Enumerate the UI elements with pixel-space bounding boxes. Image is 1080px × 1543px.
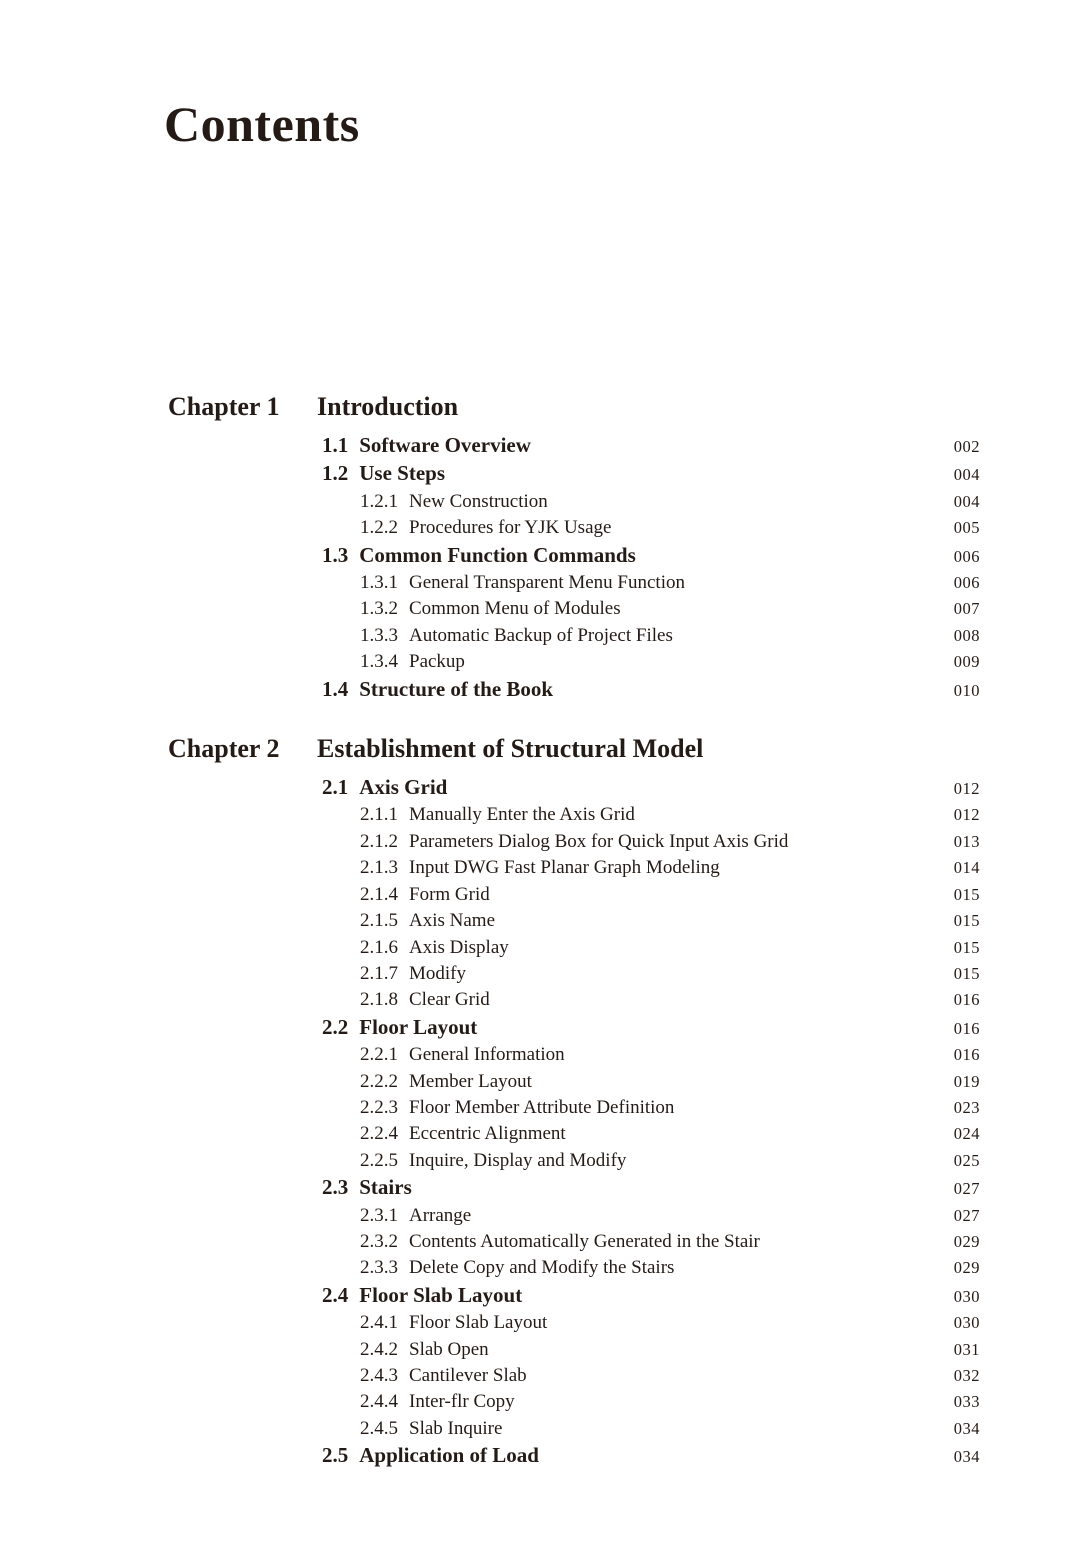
entry-number: 1.3.1	[360, 572, 398, 594]
chapter-entries	[165, 774, 980, 1471]
toc-entry	[165, 882, 980, 908]
entry-number: 2.2.4	[360, 1123, 398, 1145]
toc-entry	[165, 774, 980, 802]
entry-page: 010	[953, 680, 980, 700]
entry-title: Application of Load	[359, 1443, 539, 1468]
toc-entry	[165, 829, 980, 855]
entry-title: Software Overview	[359, 433, 531, 457]
entry-number: 1.3.2	[360, 598, 398, 620]
entry-title: Floor Member Attribute Definition	[409, 1096, 675, 1118]
entry-page: 006	[953, 546, 980, 566]
entry-page: 008	[953, 625, 980, 645]
toc-entry	[165, 961, 980, 987]
entry-page: 007	[953, 599, 980, 619]
chapter-title: Establishment of Structural Model	[317, 734, 704, 764]
entry-number: 2.4.3	[360, 1365, 398, 1386]
entry-page: 004	[953, 491, 980, 511]
entry-title: Modify	[409, 962, 466, 984]
toc-entry	[165, 676, 980, 704]
toc-entry	[165, 1229, 980, 1255]
entry-number: 2.3	[322, 1175, 349, 1200]
entry-title: Slab Inquire	[409, 1417, 503, 1439]
entry-title: Procedures for YJK Usage	[409, 517, 612, 539]
entry-page: 012	[953, 779, 980, 799]
toc-entry	[165, 489, 980, 515]
toc-entry	[165, 542, 980, 570]
entry-title: Floor Slab Layout	[409, 1312, 548, 1334]
page-title: Contents	[164, 96, 360, 152]
entry-number: 2.1.6	[360, 936, 398, 958]
toc-entry	[165, 1363, 980, 1389]
toc-entry	[165, 1069, 980, 1095]
toc-entry	[165, 935, 980, 961]
toc-entry	[165, 1282, 980, 1310]
toc-entry	[165, 649, 980, 675]
entry-page: 033	[953, 1392, 980, 1412]
entry-number: 1.4	[322, 676, 349, 701]
entry-title: Floor Slab Layout	[359, 1282, 523, 1307]
entry-title: Cantilever Slab	[409, 1365, 527, 1386]
toc-entry	[165, 1416, 980, 1442]
entry-page: 015	[953, 963, 980, 983]
entry-title: Inquire, Display and Modify	[409, 1149, 627, 1171]
entry-title: General Transparent Menu Function	[409, 572, 685, 594]
entry-number: 2.2.5	[360, 1149, 398, 1171]
toc-entry	[165, 1174, 980, 1202]
entry-title: Axis Display	[409, 936, 509, 958]
entry-number: 1.1	[322, 433, 349, 457]
entry-title: Arrange	[409, 1204, 472, 1226]
entry-page: 019	[953, 1071, 980, 1091]
entry-number: 2.2.1	[360, 1044, 398, 1066]
toc-entry	[165, 1121, 980, 1147]
entry-number: 1.2.2	[360, 517, 398, 539]
entry-number: 2.1	[322, 775, 349, 800]
toc-entry	[165, 987, 980, 1013]
entry-number: 2.1.8	[360, 989, 398, 1011]
toc-entry	[165, 802, 980, 828]
entry-number: 2.2	[322, 1014, 349, 1039]
entry-title: New Construction	[409, 490, 548, 512]
entry-number: 1.3.4	[360, 651, 398, 673]
entry-title: Packup	[409, 651, 465, 673]
toc-entry	[165, 1442, 980, 1470]
entry-page: 030	[953, 1313, 980, 1333]
entry-title: Delete Copy and Modify the Stairs	[409, 1257, 675, 1279]
entry-page: 023	[953, 1097, 980, 1117]
entry-title: Member Layout	[409, 1070, 532, 1092]
entry-number: 1.2.1	[360, 490, 398, 512]
entry-title: Inter-flr Copy	[409, 1391, 515, 1413]
entry-page: 024	[953, 1124, 980, 1144]
toc-entry	[165, 460, 980, 488]
toc-entry	[165, 596, 980, 622]
entry-number: 2.1.3	[360, 857, 398, 879]
entry-page: 005	[953, 518, 980, 538]
entry-title: Stairs	[359, 1175, 412, 1200]
entry-page: 014	[953, 858, 980, 878]
entry-page: 030	[953, 1286, 980, 1306]
entry-title: Clear Grid	[409, 989, 490, 1011]
chapter-label: Chapter 1	[168, 392, 280, 421]
entry-title: Common Function Commands	[359, 542, 636, 567]
toc-entry	[165, 1148, 980, 1174]
entry-title: Structure of the Book	[359, 676, 554, 701]
entry-page: 027	[953, 1205, 980, 1225]
toc-entry	[165, 1337, 980, 1363]
toc-entry	[165, 515, 980, 541]
entry-number: 2.3.3	[360, 1257, 398, 1279]
entry-page: 034	[953, 1447, 980, 1467]
entry-number: 2.4.5	[360, 1417, 398, 1439]
entry-number: 2.3.1	[360, 1204, 398, 1226]
chapter-heading	[165, 732, 980, 765]
chapter-section	[165, 732, 980, 1471]
entry-title: Use Steps	[359, 461, 446, 486]
entry-number: 2.1.1	[360, 804, 398, 826]
toc-entry	[165, 908, 980, 934]
entry-title: Automatic Backup of Project Files	[409, 624, 673, 646]
entry-page: 032	[953, 1366, 980, 1385]
entry-title: Axis Grid	[359, 775, 448, 800]
entry-title: Floor Layout	[359, 1014, 478, 1039]
entry-title: Common Menu of Modules	[409, 598, 621, 620]
entry-number: 2.4.2	[360, 1338, 398, 1360]
entry-number: 2.2.3	[360, 1096, 398, 1118]
entry-page: 013	[953, 831, 980, 851]
toc-entry	[165, 1310, 980, 1336]
entry-number: 1.3	[322, 542, 349, 567]
entry-page: 004	[953, 465, 980, 485]
entry-title: Slab Open	[409, 1338, 489, 1360]
entry-number: 2.5	[322, 1443, 349, 1468]
entry-number: 2.4	[322, 1282, 349, 1307]
entry-page: 002	[953, 437, 980, 456]
entry-page: 016	[953, 1018, 980, 1038]
toc-entry	[165, 1389, 980, 1415]
toc-entry	[165, 1203, 980, 1229]
entry-page: 027	[953, 1179, 980, 1199]
toc-entry	[165, 1095, 980, 1121]
entry-title: Manually Enter the Axis Grid	[409, 804, 635, 826]
chapter-label: Chapter 2	[168, 734, 280, 764]
chapter-heading	[165, 390, 980, 423]
entry-title: Eccentric Alignment	[409, 1123, 566, 1145]
entry-title: Parameters Dialog Box for Quick Input Axis Grid	[409, 830, 789, 852]
entry-number: 2.1.2	[360, 830, 398, 852]
entry-number: 2.2.2	[360, 1070, 398, 1092]
toc	[0, 152, 1080, 1471]
entry-page: 015	[953, 937, 980, 957]
entry-number: 2.4.4	[360, 1391, 398, 1413]
entry-title: Axis Name	[409, 910, 496, 932]
toc-entry	[165, 1014, 980, 1042]
chapter-section	[165, 390, 980, 704]
toc-entry	[165, 1255, 980, 1281]
toc-entry	[165, 432, 980, 460]
entry-number: 2.1.4	[360, 883, 398, 905]
toc-entry	[165, 570, 980, 596]
entry-number: 2.1.7	[360, 962, 398, 984]
chapter-title: Introduction	[317, 392, 459, 421]
entry-title: Input DWG Fast Planar Graph Modeling	[409, 857, 720, 879]
toc-entry	[165, 855, 980, 881]
entry-page: 016	[953, 1045, 980, 1065]
entry-page: 015	[953, 884, 980, 904]
entry-page: 034	[953, 1418, 980, 1438]
entry-page: 031	[953, 1339, 980, 1359]
entry-title: General Information	[409, 1044, 565, 1066]
entry-page: 009	[953, 652, 980, 672]
entry-page: 025	[953, 1150, 980, 1170]
entry-page: 006	[953, 573, 980, 593]
entry-title: Form Grid	[409, 883, 490, 905]
entry-number: 1.2	[322, 461, 349, 486]
chapter-entries	[165, 432, 980, 704]
entry-page: 029	[953, 1231, 980, 1251]
entry-number: 2.1.5	[360, 910, 398, 932]
entry-page: 029	[953, 1258, 980, 1278]
entry-title: Contents Automatically Generated in the Stair	[409, 1230, 760, 1252]
entry-number: 2.3.2	[360, 1230, 398, 1252]
entry-page: 016	[953, 990, 980, 1010]
entry-page: 012	[953, 805, 980, 825]
toc-entry	[165, 1042, 980, 1068]
entry-number: 2.4.1	[360, 1312, 398, 1334]
entry-number: 1.3.3	[360, 624, 398, 646]
entry-page: 015	[953, 911, 980, 931]
toc-entry	[165, 623, 980, 649]
